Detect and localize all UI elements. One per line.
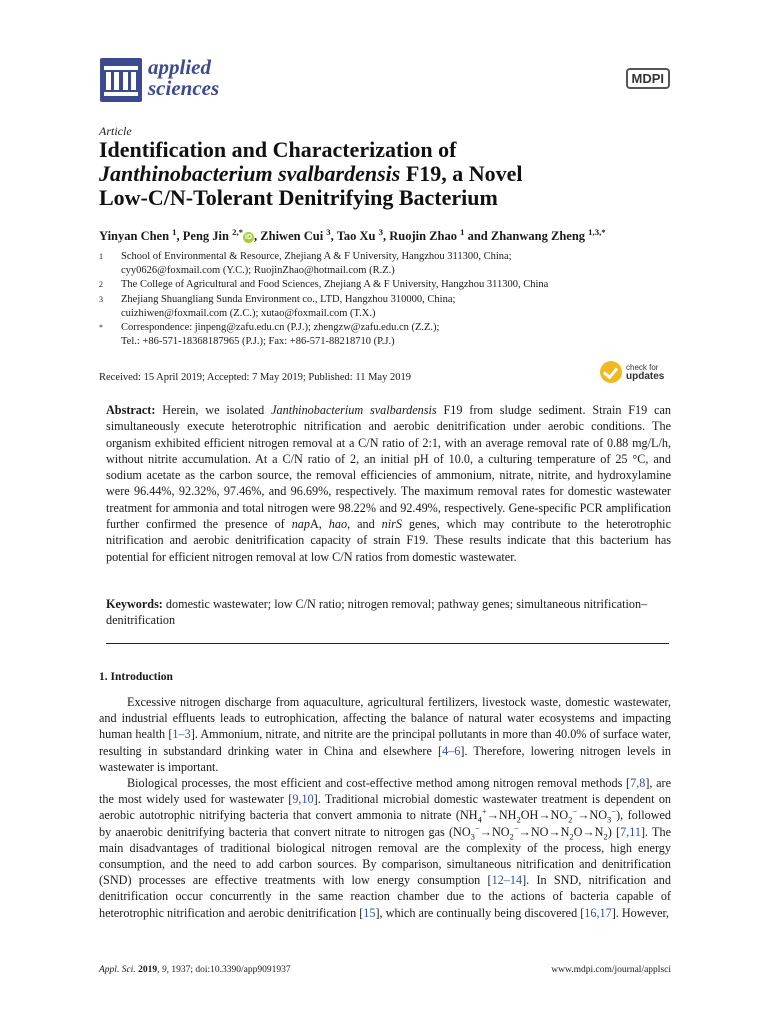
body-text: O→N	[573, 824, 604, 839]
affiliation	[99, 250, 659, 278]
checkmark-icon	[600, 361, 622, 383]
citation-link[interactable]: 9,10	[292, 792, 314, 807]
title-line3: Low-C/N-Tolerant Denitrifying Bacterium	[99, 185, 498, 210]
footer-url[interactable]: www.mdpi.com/journal/applsci	[551, 965, 671, 975]
author[interactable]: Zhiwen Cui	[260, 229, 324, 243]
author-list	[99, 226, 679, 244]
affiliations	[99, 250, 659, 349]
introduction-body	[99, 694, 671, 921]
body-text: ]. However,	[611, 905, 670, 920]
author-sep: ,	[383, 229, 390, 243]
body-text: ) [	[607, 824, 621, 839]
keywords-text: domestic wastewater; low C/N ratio; nitrogen removal; pathway genes; simultaneous nitrification–denitrification	[106, 597, 648, 628]
citation-link[interactable]: 16,17	[584, 905, 612, 920]
article-type: Article	[99, 124, 132, 138]
affiliation-number: 2	[99, 280, 103, 290]
affiliation-line[interactable]: cyy0626@foxmail.com (Y.C.); RuojinZhao@hotmail.com (R.Z.)	[121, 265, 395, 277]
author-affil: 1,3,*	[588, 226, 606, 237]
body-text: Excessive nitrogen discharge from aquaculture, agricultural fertilizers, livestock waste, domestic wastewater, and industrial effluents leads to eutrophication, affecting the balance of natural water ecosystems and impacting human health [	[99, 695, 671, 742]
body-text: →NO→N	[518, 824, 570, 839]
footer-doi[interactable]: , 1937; doi:10.3390/app9091937	[166, 965, 291, 975]
affiliation	[99, 293, 659, 321]
gene-name: nap	[291, 517, 310, 532]
affiliation-number: 1	[99, 252, 103, 261]
check-for-updates-label	[626, 363, 664, 381]
body-text: ]. Therefore, lowering nitrogen levels in wastewater is important.	[99, 743, 671, 774]
author-affil: 1	[460, 226, 465, 237]
body-text: ), followed by anaerobic denitrifying bacteria that convert nitrate to nitrogen gas (NO	[99, 808, 672, 839]
author-sep: and	[464, 229, 491, 243]
journal-name	[148, 57, 219, 99]
publisher-name: MDPI	[626, 68, 671, 89]
body-text: ]. In SND, nitrification and denitrification occur concurrently in the same reaction chamber due to the actions of bacteria capable of heterotrophic nitrification and aerobic denitrification [	[99, 873, 671, 920]
body-text: ], are the most widely used for wastewater [	[99, 776, 672, 807]
keywords-label: Keywords:	[106, 597, 163, 611]
abstract-text: A,	[309, 517, 329, 532]
author-sep: ,	[330, 229, 337, 243]
citation-link[interactable]: 7,8	[630, 776, 646, 791]
author-sep: ,	[176, 229, 183, 243]
check-for-updates-button[interactable]	[600, 361, 664, 383]
author[interactable]: Peng Jin	[182, 229, 229, 243]
abstract-text: , and	[347, 517, 382, 532]
affiliation-line: The College of Agricultural and Food Sciences, Zhejiang A & F University, Hangzhou 311300, China	[121, 279, 549, 291]
paragraph: Biological processes, the most efficient and cost-effective method among nitrogen removal methods [7,8], are the most widely used for wastewater [9,10]. Traditional microbial domestic wastewater treatment is dependent on aerobic autotrophic nitrifying bacteria that convert ammonia to nitrate $(NH_4^+\to NH_2OH\to NO_2^-\to NO_3^-)$, followed by anaerobic denitrifying bacteria that convert nitrate to nitrogen gas $(NO_3^-\to NO_2^-\to NO\to N_2O\to N_2)$ [7,11]. The main disadvantages of traditional biological nitrogen removal are the complexity of the process, high energy consumption, and the need to add carbon sources. By comparison, simultaneous nitrification and denitrification (SND) processes are effective treatments with low energy consumption [12–14]. In SND, nitrification and denitrification occur concurrently in the same reaction chamber due to the actions of bacteria capable of heterotrophic nitrification and aerobic denitrification [15], which are continually being discovered [16,17]. However,	[99, 776, 672, 920]
footer-citation: Appl. Sci. 2019, 9, 1937; doi:10.3390/app9091937	[99, 965, 291, 975]
correspondence	[99, 321, 659, 349]
footer-year: 2019	[138, 965, 158, 975]
paragraph	[99, 694, 671, 775]
citation-link[interactable]: 7,11	[620, 824, 641, 839]
publisher-logo	[626, 68, 671, 87]
affiliation-line: Zhejiang Shuangliang Sunda Environment co., LTD, Hangzhou 310000, China;	[121, 293, 456, 305]
author-affil: 3	[378, 226, 383, 237]
gene-name: nirS	[381, 517, 402, 532]
author[interactable]: Ruojin Zhao	[389, 229, 457, 243]
paper-title	[99, 138, 679, 210]
section-divider	[106, 643, 669, 644]
body-text: →NO	[577, 808, 608, 823]
citation-link[interactable]: 15	[363, 905, 376, 920]
affiliation-number: 3	[99, 294, 103, 304]
author[interactable]: Zhanwang Zheng	[490, 229, 586, 243]
author[interactable]: Tao Xu	[336, 229, 376, 243]
body-text: OH→NO	[520, 808, 569, 823]
abstract-species: Janthinobacterium svalbardensis	[271, 403, 437, 417]
citation-link[interactable]: 4–6	[442, 743, 461, 758]
keywords	[106, 596, 671, 629]
journal-name-line1: applied	[148, 55, 211, 79]
check-updates-line2: updates	[626, 371, 665, 382]
author-affil: 1	[172, 226, 177, 237]
title-species: Janthinobacterium svalbardensis	[99, 161, 401, 186]
citation-link[interactable]: 12–14	[491, 873, 523, 888]
citation-link[interactable]: 1–3	[172, 727, 191, 742]
correspondence-mark: *	[99, 323, 103, 333]
footer-volume: 9	[161, 965, 167, 975]
footer-journal: Appl. Sci.	[99, 965, 136, 975]
affiliation-line[interactable]: cuizhiwen@foxmail.com (Z.C.); xutao@foxmail.com (T.X.)	[121, 307, 376, 319]
title-line2	[99, 162, 679, 186]
abstract-label: Abstract:	[106, 403, 156, 417]
orcid-icon[interactable]: iD	[245, 233, 253, 241]
correspondence-line: Tel.: +86-571-18368187965 (P.J.); Fax: +86-571-88218710 (P.J.)	[121, 336, 395, 348]
title-line2-rest: F19, a Novel	[400, 161, 523, 186]
correspondence-line[interactable]: Correspondence: jinpeng@zafu.edu.cn (P.J.); zhengzw@zafu.edu.cn (Z.Z.);	[121, 322, 440, 334]
abstract-text: Herein, we isolated	[155, 403, 272, 417]
publication-dates: Received: 15 April 2019; Accepted: 7 May 2019; Published: 11 May 2019	[99, 372, 411, 383]
body-text: ]. Traditional microbial domestic wastewater treatment is dependent on aerobic autotrophic nitrifying bacteria that convert ammonia to nitrate (NH	[99, 792, 672, 823]
body-text: ], which are continually being discovered [	[375, 905, 585, 920]
affiliation	[99, 278, 659, 292]
check-updates-line1: check for	[626, 363, 659, 372]
journal-logo-icon	[100, 58, 142, 102]
gene-name: hao	[328, 517, 348, 532]
body-text: ]. Ammonium, nitrate, and nitrite are the principal pollutants in more than 40.0% of surface water, resulting in substandard drinking water in China and elsewhere [	[99, 727, 671, 758]
author[interactable]: Yinyan Chen	[99, 229, 170, 243]
author-affil: 3	[326, 226, 331, 237]
abstract	[106, 402, 671, 565]
affiliation-line: School of Environmental & Resource, Zhejiang A & F University, Hangzhou 311300, China;	[121, 251, 512, 262]
title-line1: Identification and Characterization of	[99, 137, 457, 162]
journal-name-line2: sciences	[148, 76, 220, 100]
abstract-text: F19 from sludge sediment. Strain F19 can simultaneously execute heterotrophic nitrification and aerobic denitrification under aerobic conditions. The organism exhibited efficient nitrogen removal at a C/N ratio of 2:1, with an average removal rate of 0.88 mg/L/h, without nitrite accumulation. At a C/N ratio of 2, an initial pH of 10.0, a culturing temperature of 25 °C, and sodium acetate as the carbon source, the removal efficiencies of ammonium, nitrate, nitrite, and hydroxylamine were 96.44%, 92.32%, 97.46%, and 96.69%, respectively. The maximum removal rates for domestic wastewater treatment for ammonia and total nitrogen were 98.22% and 92.49%, respectively. Gene-specific PCR amplification further confirmed the presence of	[106, 403, 672, 532]
body-text: Biological processes, the most efficient and cost-effective method among nitrogen removal methods [	[127, 776, 631, 791]
body-text: →NO	[479, 824, 510, 839]
body-text: →NH	[486, 808, 517, 823]
abstract-text: genes, which may contribute to the heterotrophic nitrification and aerobic denitrification capacity of strain F19. These results indicate that this bacterium has potential for efficient nitrogen removal at low C/N ratios from domestic wastewater.	[106, 517, 671, 564]
author-sep: ,	[254, 229, 261, 243]
body-text: ]. The main disadvantages of traditional biological nitrogen removal are the complexity of the process, high energy consumption, and the need to add carbon sources. By comparison, simultaneous nitrification and denitrification (SND) processes are effective treatments with low energy consumption [	[99, 824, 671, 888]
section-heading: 1. Introduction	[99, 671, 173, 683]
author-affil: 2,*	[232, 226, 244, 237]
